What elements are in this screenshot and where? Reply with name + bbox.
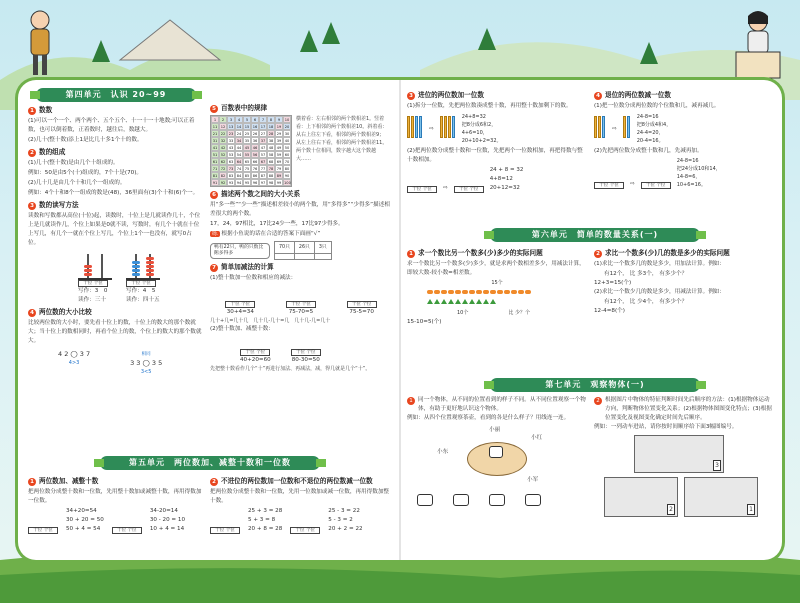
hundred-chart-cell: 79 [276, 167, 282, 171]
answer-option[interactable]: 3只 [314, 242, 331, 254]
kid-label: 小红 [531, 435, 543, 441]
sticks-example: ⇨ 24-8=16 把8分成4和4， 24-4=20， 20-4=16。 [594, 113, 774, 145]
place-value-label: 十位 个位 [78, 280, 108, 287]
place-value-label: 十位 个位 [641, 182, 671, 189]
written-form: 写作：4 5 [126, 288, 156, 294]
hundred-chart-cell: 65 [244, 160, 250, 164]
hundred-chart-cell: 43 [228, 146, 234, 150]
unit4-column-right [210, 88, 392, 448]
observation-scene [407, 424, 587, 494]
hundred-chart-cell: 56 [252, 153, 258, 157]
equation: 30 + 20 = 50 [66, 517, 104, 523]
hundred-chart-cell: 26 [252, 132, 258, 136]
hundred-chart-cell: 48 [268, 146, 274, 150]
text: 求一个数比另一个数多(少)多少，就是求两个数相差多少，用减法计算，即较大数-较小数=相差数。 [407, 261, 585, 276]
equation: 24-8=16 [636, 114, 659, 120]
place-value-label: 十位 个位 [210, 527, 240, 534]
equation: 75-70=5 [288, 309, 314, 315]
place-value-label: 十位 个位 [240, 349, 270, 356]
section-heading: 5 百数表中的规律 [210, 104, 392, 113]
unit7-right [594, 396, 774, 558]
example-sentence: 有12个， 比 多3个， 有多少个？ [604, 271, 688, 277]
fold-line [399, 80, 401, 560]
equation: 20 + 2 = 22 [328, 526, 363, 532]
hundred-chart-cell: 92 [220, 181, 226, 185]
hundred-chart-cell: 71 [212, 167, 218, 171]
hundred-chart-cell: 36 [252, 139, 258, 143]
borrow-subtraction-section [594, 88, 774, 224]
answer-option[interactable]: 70只 [275, 242, 295, 254]
hundred-chart-cell: 95 [244, 181, 250, 185]
hundred-chart-cell: 60 [284, 153, 290, 157]
section-heading: 2 数的组成 [28, 148, 202, 157]
text: 例如：50是由5个(十)组成的，7个十是(70)。 [28, 170, 142, 176]
hundred-chart-cell: 93 [228, 181, 234, 185]
count-label: 15个 [491, 280, 503, 286]
hundred-chart-cell: 35 [244, 139, 250, 143]
equation: 24 + 8 = 32 [489, 167, 524, 173]
hundred-chart-cell: 83 [228, 174, 234, 178]
hundred-chart-cell: 68 [268, 160, 274, 164]
teapot-views [417, 494, 587, 506]
text: (2)先把两位数分成整十数和几，先减再加。 [594, 148, 703, 154]
hundred-chart-cell: 6 [251, 116, 259, 123]
text: (2)整十数加、减整十数： [210, 326, 274, 332]
kid-label: 小丽 [489, 427, 501, 433]
read-form: 读作：三十 [78, 297, 106, 303]
equation: 80-30=50 [291, 357, 320, 363]
unit5-banner: 第五单元 两位数加、减整十数和一位数 [100, 456, 320, 470]
text: (1)整十数加一位数和相应的减法： [210, 275, 297, 281]
hundred-chart-cell: 91 [212, 181, 218, 185]
train-pictures [594, 433, 774, 533]
hundred-chart-cell: 24 [236, 132, 242, 136]
tree-icon [640, 42, 658, 64]
train-picture: 2 [604, 477, 678, 517]
kid-label: 小东 [437, 449, 449, 455]
hundred-chart-cell: 89 [276, 174, 282, 178]
hundred-chart-cell: 27 [260, 132, 266, 136]
section-heading: 2 不进位的两位数加一位数和不退位的两位数减一位数 [210, 477, 394, 486]
hundred-chart-cell: 73 [228, 167, 234, 171]
equation: 15-10=5(个) [407, 319, 442, 325]
place-value-label: 十位 个位 [594, 182, 624, 189]
hundred-chart-cell: 39 [276, 139, 282, 143]
hundred-chart-cell: 13 [228, 125, 234, 129]
abacus-example: 十位 个位 ⇨ 十位 个位 24-8=16 把24分成10和14， 14-8=6， 10+6=16。 [594, 157, 774, 189]
text: (1)求比一个数多几的数是多少，用加法计算。例如： [594, 261, 725, 267]
hundred-chart-cell: 7 [259, 116, 267, 123]
section-heading: 2 根据图片中物体的特征判断时间先后顺序的方法：(1)根据物体运动方向，判断物体位置变化关系；(2)根据物体图图变化特点；(3)根据位置变化及视图变化确定时间先后顺序。 [594, 396, 774, 423]
hundred-chart-cell: 76 [252, 167, 258, 171]
text: 读数和写数都从高位(十位)起，读数时，十位上是几就读作几十，个位上是几就读作几，个位上如果是0就不读，写数时，有几个十就在十位上写几，有几个一就在个位上写几，个位上1个一也没有，就写0占位。 [28, 213, 201, 246]
hundred-chart-cell: 57 [260, 153, 266, 157]
teapot-view-icon [489, 494, 505, 506]
hundred-chart-cell: 72 [220, 167, 226, 171]
hundred-chart-cell: 40 [284, 139, 290, 143]
hundred-chart-cell: 10 [284, 118, 290, 122]
hundred-chart-cell: 30 [284, 132, 290, 136]
section-heading: 3 数的读写方法 [28, 201, 202, 210]
hundred-chart-cell: 44 [236, 146, 242, 150]
text: (2)几十几是由几个十和几个一组成的。 [28, 180, 126, 186]
unit7-banner: 第七单元 观察物体(一) [490, 378, 700, 392]
equation: 10+6=16。 [676, 182, 706, 188]
bundled-sticks [407, 116, 423, 142]
hundred-chart-cell: 46 [252, 146, 258, 150]
text: (1)把一位数分成两位数的个位数和几，减再减几。 [594, 103, 720, 109]
section-heading: 2 求比一个数多(少)几的数是多少的实际问题 [594, 249, 774, 258]
equation: 25 + 3 = 28 [248, 508, 283, 514]
hundred-chart-cell: 96 [252, 181, 258, 185]
equation: 40+20=60 [240, 357, 271, 363]
hundred-chart-cell: 50 [284, 146, 290, 150]
equation: 12+3=15(个) [594, 280, 632, 286]
hundred-chart-cell: 55 [244, 153, 250, 157]
abacus-example: 十位 个位 ⇨ 十位 个位 24 + 8 = 32 4+8=12 20+12=32 [407, 166, 587, 193]
hundred-chart-cell: 63 [228, 160, 234, 164]
unit4-column-left [28, 88, 202, 448]
text: (2)求比一个数少几的数是多少，用减法计算。例如： [594, 289, 725, 295]
hundred-chart-cell: 78 [268, 167, 274, 171]
boy-character-icon [20, 6, 60, 82]
answer-table [274, 241, 332, 260]
unit5-right [210, 474, 394, 558]
example-sentence: 有12个， 比 少4个， 有多少个？ [604, 299, 688, 305]
tens-abacus-row [240, 335, 392, 365]
compare-examples: 4 2 ◯ 3 7 4>3 相同 3 3 ◯ 3 5 3<5 [58, 350, 163, 375]
place-value-label: 十位 个位 [28, 527, 58, 534]
exercise-prompt: 练 根据小鱼说的话在合适的答案下面画“√” [212, 231, 321, 237]
hundred-chart-cell: 52 [220, 153, 226, 157]
hundred-chart-cell: 82 [220, 174, 226, 178]
triangles-row [427, 299, 587, 308]
place-value-label: 十位 个位 [454, 186, 484, 193]
text: (1)几十(整十数)是由几个十组成的。 [28, 160, 119, 166]
unit5-left-examples [28, 507, 204, 534]
text: (2)把两位数分成整十数和一位数，先把两个一位数相加，再把得数与整十数相加。 [407, 148, 583, 163]
hundred-chart-cell: 47 [260, 146, 266, 150]
equation: 24-8=16 [676, 158, 699, 164]
hundred-chart-cell: 81 [212, 174, 218, 178]
text: 例如：4个十和8个一组成的数是(48)，36里面有(3)个十和(6)个一。 [28, 190, 199, 196]
hundred-chart-cell: 11 [212, 125, 218, 129]
abacus [126, 252, 160, 280]
bundled-sticks [440, 116, 456, 142]
train-picture: 3 [634, 435, 724, 473]
unit6-left [407, 246, 587, 376]
place-value-label: 十位 个位 [112, 527, 142, 534]
hundred-chart-cell: 90 [284, 174, 290, 178]
section-heading: 7 简单加减法的计算 [210, 263, 392, 272]
hundred-chart-cell: 86 [252, 174, 258, 178]
hundred-chart-section [210, 115, 392, 187]
equation: 20+12=32 [489, 185, 520, 191]
hundred-chart-cell: 97 [260, 181, 266, 185]
sticks-example: ⇨ 24+8=32 把8分成6和2， 4+6=10， 20+10+2=32。 [407, 113, 587, 145]
hundred-chart-cell: 69 [276, 160, 282, 164]
hundred-chart-cell: 18 [268, 125, 274, 129]
hundred-chart-cell: 32 [220, 139, 226, 143]
equation: 34+20=54 [66, 508, 97, 514]
text: 例如：一列动车进站，请你按时间顺序给下面3幅图编号。 [594, 424, 738, 430]
hundred-chart-cell: 25 [244, 132, 250, 136]
place-value-label: 十位 个位 [290, 527, 320, 534]
hundred-chart-cell: 59 [276, 153, 282, 157]
hundred-chart-cell: 5 [243, 116, 251, 123]
unit5-left [28, 474, 204, 558]
place-value-label: 十位 个位 [347, 301, 377, 308]
text: (2)几十(整十数)添上1是比几十多1个十的数。 [28, 137, 143, 143]
tree-icon [300, 30, 318, 52]
hundred-chart-cell: 4 [235, 116, 243, 123]
text: 把两位数分成整十数和一位数，先用一位数加或减一位数，再用得数加整十数。 [210, 489, 390, 504]
hundred-chart-cell: 54 [236, 153, 242, 157]
equation: 75-5=70 [349, 309, 374, 315]
tree-icon [478, 28, 496, 50]
unit6-right [594, 246, 774, 376]
unit7-left [407, 396, 587, 558]
hundred-chart-rules: 横着看：左右相邻的两个数相差1。竖着看：上下相邻的两个数相差10。斜着看：从右上往左下看，相邻的两个数相差9；从左上往右下看，相邻的两个数相差11。两个数十位相同，数字越大这个数越大…… [296, 116, 388, 162]
section-heading: 1 两位数加、减整十数 [28, 477, 204, 486]
equation: 14-8=6， [676, 174, 701, 180]
section-heading: 3 进位的两位数加一位数 [407, 91, 587, 100]
text: (1)拆分一位数，先把两位数凑成整十数，再用整十数加剩下的数。 [407, 103, 572, 109]
hundred-chart-cell: 31 [212, 139, 218, 143]
teapot-icon [489, 446, 503, 458]
equation: 24+8=32 [461, 114, 486, 120]
hundred-chart-cell: 8 [267, 116, 275, 123]
addition-abacus-row [210, 285, 392, 317]
hundred-chart-cell: 64 [236, 160, 242, 164]
hundred-chart-cell: 85 [244, 174, 250, 178]
teapot-view-icon [453, 494, 469, 506]
kid-label: 小军 [527, 477, 539, 483]
section-heading: 4 两位数的大小比较 [28, 308, 202, 317]
hundred-chart-cell: 100 [284, 181, 291, 185]
hundred-chart-cell: 58 [268, 153, 274, 157]
hundred-chart-cell: 22 [220, 132, 226, 136]
hundred-chart-cell: 84 [236, 174, 242, 178]
text: 例如：从四个位置观察茶壶，看到的各是什么样子？用线连一连。 [407, 415, 570, 421]
equation: 把24分成10和14， [676, 166, 721, 172]
equation: 10 + 4 = 14 [149, 526, 185, 532]
unit5-right-examples [210, 507, 394, 534]
place-value-label: 十位 个位 [286, 301, 316, 308]
equation: 把8分成6和2， [461, 122, 497, 128]
equation: 30 - 20 = 10 [149, 517, 186, 523]
hundred-chart-cell: 37 [260, 139, 266, 143]
hundred-chart-cell: 51 [212, 153, 218, 157]
equation: 20+10+2=32。 [461, 138, 502, 144]
hundred-chart [210, 115, 292, 187]
hundred-chart-cell: 66 [252, 160, 258, 164]
hundred-chart-cell: 15 [244, 125, 250, 129]
hundred-chart-cell: 49 [276, 146, 282, 150]
hundred-chart-cell: 94 [236, 181, 242, 185]
hundred-chart-cell: 19 [276, 125, 282, 129]
hundred-chart-cell: 88 [268, 174, 274, 178]
equation: 30+4=34 [226, 309, 254, 315]
equation: 50 + 4 = 54 [66, 526, 101, 532]
hundred-chart-cell: 61 [212, 160, 218, 164]
abacus-figures [78, 252, 202, 305]
equation: 12-4=8(个) [594, 308, 625, 314]
hundred-chart-cell: 17 [260, 125, 266, 129]
hundred-chart-cell: 2 [219, 116, 227, 123]
hundred-chart-cell: 80 [284, 167, 290, 171]
written-form: 写作：3 0 [78, 288, 108, 294]
hundred-chart-cell: 28 [268, 132, 274, 136]
equation: 20 + 8 = 28 [248, 526, 283, 532]
equation: 5 + 3 = 8 [248, 517, 276, 523]
hundred-chart-cell: 34 [236, 139, 242, 143]
hundred-chart-cell: 33 [228, 139, 234, 143]
hundred-chart-cell: 62 [220, 160, 226, 164]
section-heading: 1 求一个数比另一个数多(少)多少的实际问题 [407, 249, 587, 258]
equation: 4+6=10， [461, 130, 488, 136]
answer-option[interactable]: 26只 [294, 242, 314, 254]
equation: 24-4=20， [636, 130, 664, 136]
section-heading: 1 数数 [28, 106, 202, 115]
text: 把两位数分成整十数和一位数，先用整十数加或减整十数，再用得数加一位数。 [28, 489, 202, 504]
text: (1)可以一个一个、两个两个、五个五个、十一十一十地数;可以正着数，也可以倒着数，正着数时，越往后，数越大。 [28, 118, 195, 133]
text: 先把整十数看作几个“十”再进行加法、再减法，减，得几就是几个“十”。 [210, 366, 371, 372]
hundred-chart-cell: 42 [220, 146, 226, 150]
hundred-chart-cell: 1 [211, 116, 219, 123]
equation: 25 - 3 = 22 [328, 508, 360, 514]
hundred-chart-cell: 74 [236, 167, 242, 171]
equation: 4+8=12 [489, 176, 513, 182]
fish-exercise [210, 241, 392, 260]
unit4-banner: 第四单元 认识 20~99 [36, 88, 196, 102]
hundred-chart-cell: 3 [227, 116, 235, 123]
abacus [78, 252, 112, 280]
hundred-chart-cell: 75 [244, 167, 250, 171]
hundred-chart-cell: 16 [252, 125, 258, 129]
unit6-banner: 第六单元 简单的数量关系(一) [490, 228, 700, 242]
place-value-label: 十位 个位 [407, 186, 437, 193]
teapot-view-icon [525, 494, 541, 506]
read-form: 读作：四十五 [126, 297, 160, 303]
section-heading: 4 退位的两位数减一位数 [594, 91, 774, 100]
girl-character-icon [728, 6, 786, 82]
carry-addition-section [407, 88, 587, 224]
tree-icon [322, 22, 340, 44]
text: 比较两位数的大小时，要先看十位上的数，十位上的数大的那个数就大；当十位上的数相同时，再看个位上的数，个位上的数大的那个数就大。 [28, 320, 202, 344]
hundred-chart-cell: 41 [212, 146, 218, 150]
place-value-label: 十位 个位 [291, 349, 321, 356]
hundred-chart-cell: 67 [260, 160, 266, 164]
equation: 把8分成4和4， [636, 122, 672, 128]
hundred-chart-cell: 9 [275, 116, 283, 123]
formula-note: 几十+几=几十几 几十几-几十=几 几十几-几=几十 [210, 318, 331, 324]
hundred-chart-cell: 70 [284, 160, 290, 164]
tree-icon [92, 40, 110, 62]
hundred-chart-cell: 23 [228, 132, 234, 136]
hundred-chart-cell: 29 [276, 132, 282, 136]
equation: 34-20=14 [149, 508, 178, 514]
ovals-row [427, 289, 587, 298]
text: 用“多一些”“少一些”描述相差较小的两个数，用“多得多”“少得多”描述相差很大的两个数。 [210, 202, 390, 217]
place-value-label: 十位 个位 [225, 301, 255, 308]
hundred-chart-cell: 77 [260, 167, 266, 171]
fish-speech-bubble: 鸭有22只，鸭的只数比鹅多得多 [210, 243, 270, 259]
hundred-chart-cell: 53 [228, 153, 234, 157]
text: 17，24，97相比，17比24少一些，17比97少得多。 [210, 221, 344, 227]
teapot-view-icon [417, 494, 433, 506]
section-heading: 1 同一个物体，从不同的位置看到的样子不同。从不同位置观察一个物体，有助于更好地认识这个物体。 [407, 396, 587, 414]
equation: 20-4=16。 [636, 138, 664, 144]
equation: 5 - 3 = 2 [328, 517, 353, 523]
hundred-chart-cell: 87 [260, 174, 266, 178]
hundred-chart-cell: 98 [268, 181, 274, 185]
hundred-chart-cell: 20 [284, 125, 290, 129]
train-picture: 1 [684, 477, 758, 517]
hundred-chart-cell: 99 [276, 181, 282, 185]
hundred-chart-cell: 21 [212, 132, 218, 136]
section-heading: 6 描述两个数之间的大小关系 [210, 190, 392, 199]
hundred-chart-cell: 12 [220, 125, 226, 129]
hundred-chart-cell: 45 [244, 146, 250, 150]
place-value-label: 十位 个位 [126, 280, 156, 287]
hundred-chart-cell: 38 [268, 139, 274, 143]
hundred-chart-cell: 14 [236, 125, 242, 129]
comparison-labels: 10个 比 少？个 [457, 310, 530, 316]
